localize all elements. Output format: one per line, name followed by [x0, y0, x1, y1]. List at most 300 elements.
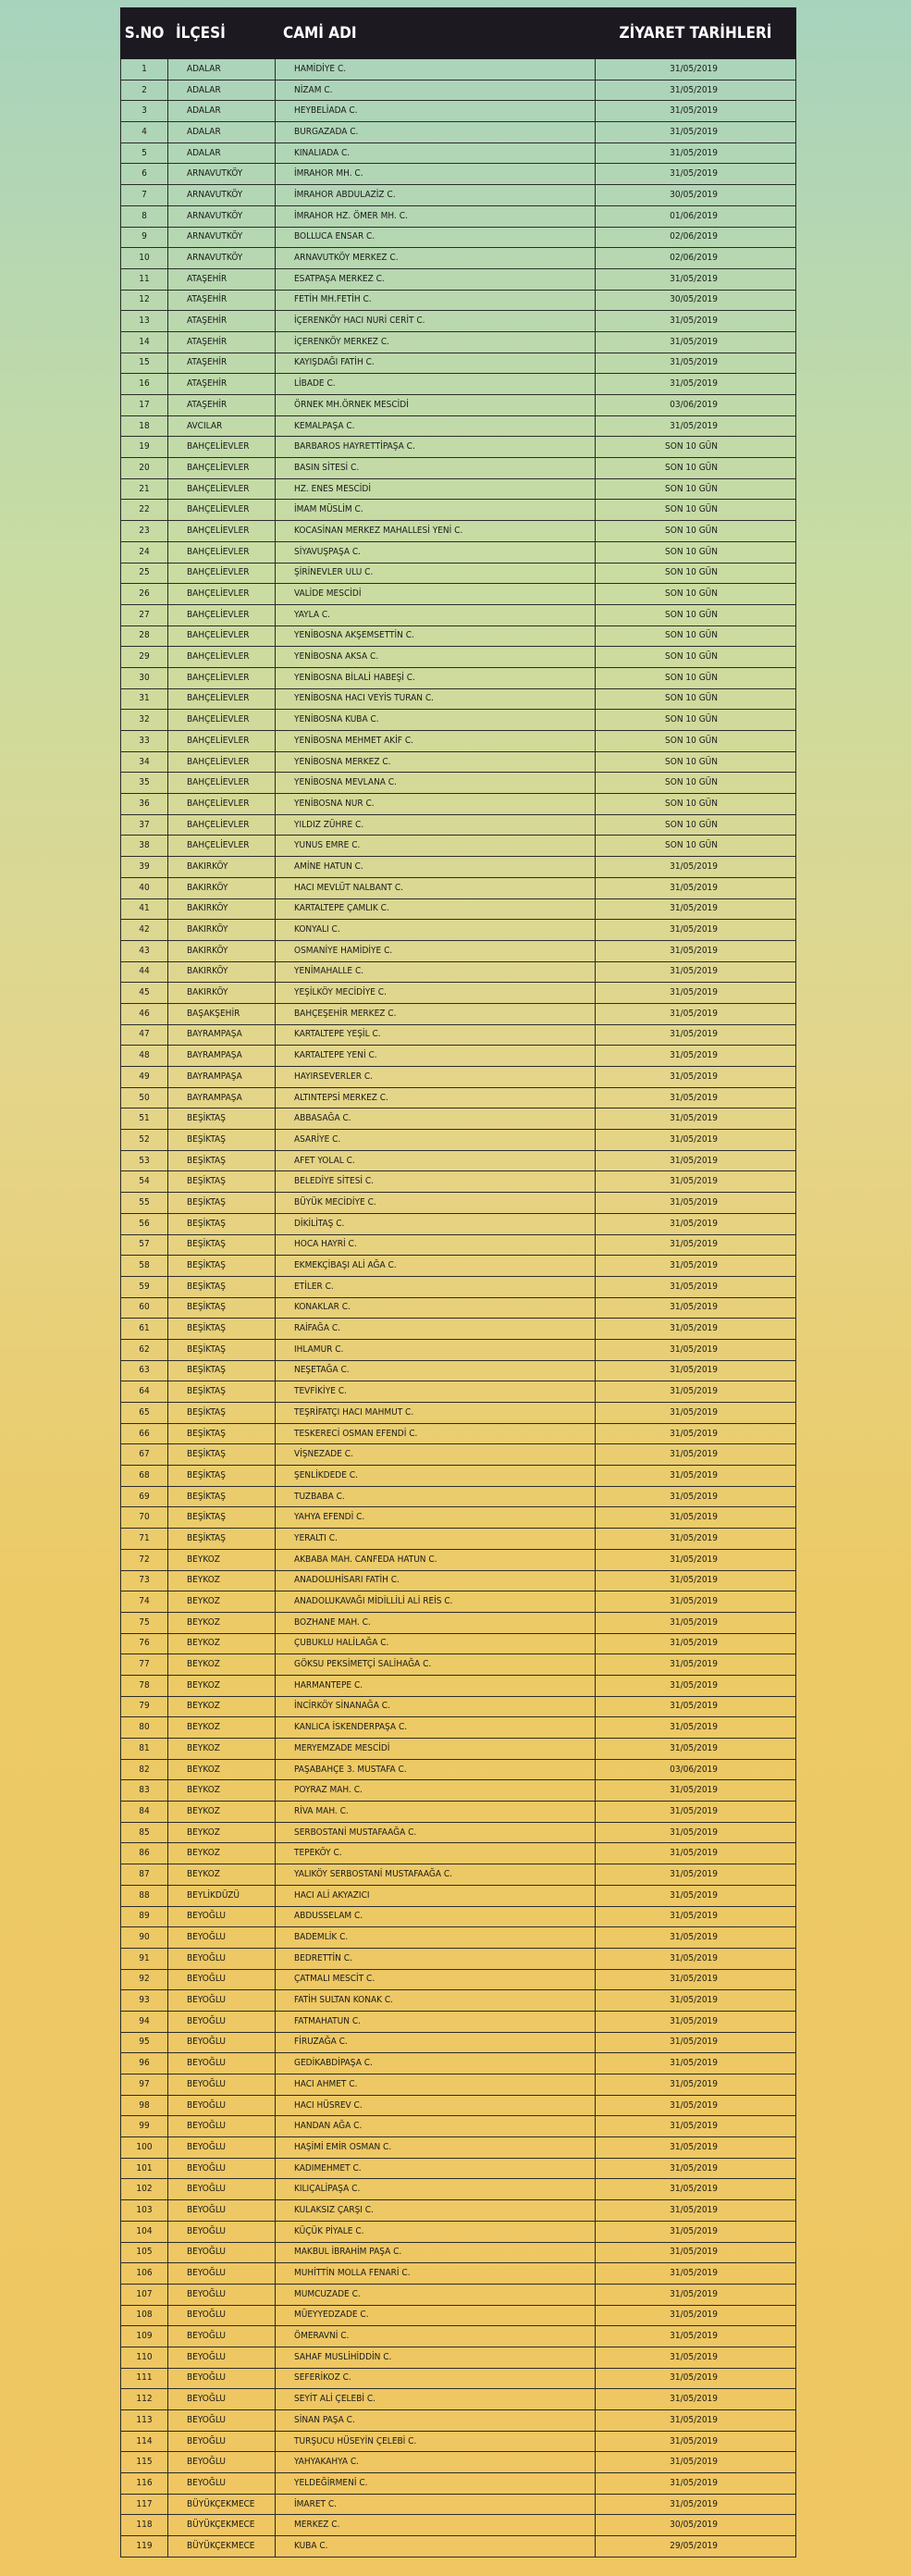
mosque-name-cell: YUNUS EMRE C.	[276, 836, 596, 857]
district-cell: BEYOĞLU	[168, 2116, 276, 2137]
visit-date-cell: 31/05/2019	[596, 1234, 796, 1256]
visit-date-cell: 31/05/2019	[596, 1780, 796, 1802]
mosque-name-cell: HARMANTEPE C.	[276, 1675, 596, 1696]
visit-date-cell: 31/05/2019	[596, 1549, 796, 1570]
visit-date-cell: 03/06/2019	[596, 395, 796, 416]
mosque-name-cell: MERKEZ C.	[276, 2515, 596, 2536]
mosque-name-cell: AFET YOLAL C.	[276, 1150, 596, 1171]
district-cell: BAHÇELİEVLER	[168, 625, 276, 647]
mosque-name-cell: KONAKLAR C.	[276, 1297, 596, 1319]
district-cell: BEYKOZ	[168, 1612, 276, 1633]
mosque-name-cell: TURŞUCU HÜSEYİN ÇELEBİ C.	[276, 2431, 596, 2452]
sno-cell: 66	[121, 1423, 168, 1444]
district-cell: ADALAR	[168, 142, 276, 164]
sno-cell: 70	[121, 1507, 168, 1529]
mosque-name-cell: YENİBOSNA MERKEZ C.	[276, 751, 596, 773]
mosque-name-cell: HAŞİMİ EMİR OSMAN C.	[276, 2137, 596, 2159]
district-cell: BEYOĞLU	[168, 2200, 276, 2222]
mosque-name-cell: MAKBUL İBRAHİM PAŞA C.	[276, 2242, 596, 2263]
mosque-name-cell: YALIKÖY SERBOSTANİ MUSTAFAAĞA C.	[276, 1864, 596, 1886]
sno-cell: 47	[121, 1024, 168, 1046]
district-cell: BEYOĞLU	[168, 2368, 276, 2389]
sno-cell: 105	[121, 2242, 168, 2263]
visit-date-cell: 31/05/2019	[596, 1444, 796, 1466]
district-cell: BEŞİKTAŞ	[168, 1108, 276, 1130]
visit-date-cell: 31/05/2019	[596, 2326, 796, 2347]
district-cell: BEŞİKTAŞ	[168, 1507, 276, 1529]
table-row	[121, 2347, 796, 2368]
sno-cell: 81	[121, 1739, 168, 1760]
visit-date-cell: 31/05/2019	[596, 1843, 796, 1864]
mosque-name-cell: HAMİDİYE C.	[276, 59, 596, 80]
sno-cell: 95	[121, 2032, 168, 2053]
visit-date-cell: 31/05/2019	[596, 1171, 796, 1193]
visit-date-cell: 31/05/2019	[596, 1696, 796, 1717]
sno-cell: 115	[121, 2452, 168, 2473]
mosque-name-cell: ÇATMALI MESCİT C.	[276, 1969, 596, 1990]
table-row	[121, 311, 796, 332]
visit-date-cell: 31/05/2019	[596, 353, 796, 374]
visit-date-cell: 31/05/2019	[596, 1067, 796, 1088]
district-cell: BAHÇELİEVLER	[168, 667, 276, 688]
mosque-name-cell: İNCİRKÖY SİNANAĞA C.	[276, 1696, 596, 1717]
sno-cell: 45	[121, 983, 168, 1004]
table-row	[121, 458, 796, 479]
table-row	[121, 2179, 796, 2200]
mosque-name-cell: YAHYA EFENDİ C.	[276, 1507, 596, 1529]
sno-cell: 35	[121, 773, 168, 794]
mosque-name-cell: VALİDE MESCİDİ	[276, 584, 596, 605]
visit-date-cell: 30/05/2019	[596, 2515, 796, 2536]
visit-date-cell: SON 10 GÜN	[596, 563, 796, 584]
visit-date-cell: 31/05/2019	[596, 1046, 796, 1067]
mosque-name-cell: ÖMERAVNİ C.	[276, 2326, 596, 2347]
sno-cell: 63	[121, 1360, 168, 1381]
table-row	[121, 2431, 796, 2452]
sno-cell: 29	[121, 647, 168, 668]
visit-date-cell: 30/05/2019	[596, 290, 796, 311]
table-row	[121, 1403, 796, 1424]
table-row	[121, 205, 796, 227]
sno-cell: 24	[121, 541, 168, 563]
visit-date-cell: 31/05/2019	[596, 1717, 796, 1739]
table-row	[121, 2473, 796, 2495]
table-row	[121, 1696, 796, 1717]
mosque-name-cell: BADEMLİK C.	[276, 1927, 596, 1949]
district-cell: ARNAVUTKÖY	[168, 248, 276, 269]
mosque-name-cell: VİŞNEZADE C.	[276, 1444, 596, 1466]
visit-date-cell: 31/05/2019	[596, 2116, 796, 2137]
visit-date-cell: 31/05/2019	[596, 1990, 796, 2012]
table-row	[121, 2011, 796, 2032]
mosque-name-cell: TEPEKÖY C.	[276, 1843, 596, 1864]
district-cell: BEYOĞLU	[168, 2284, 276, 2305]
visit-date-cell: 31/05/2019	[596, 2452, 796, 2473]
mosque-name-cell: HACI MEVLÜT NALBANT C.	[276, 877, 596, 898]
mosque-name-cell: SERBOSTANİ MUSTAFAAĞA C.	[276, 1822, 596, 1843]
visit-date-cell: 31/05/2019	[596, 1130, 796, 1151]
mosque-name-cell: AMİNE HATUN C.	[276, 857, 596, 878]
visit-date-cell: 31/05/2019	[596, 1591, 796, 1613]
table-row	[121, 1046, 796, 1067]
table-row	[121, 1024, 796, 1046]
table-row	[121, 500, 796, 521]
district-cell: BEŞİKTAŞ	[168, 1339, 276, 1360]
sno-cell: 100	[121, 2137, 168, 2159]
sno-cell: 5	[121, 142, 168, 164]
district-cell: ADALAR	[168, 101, 276, 122]
sno-cell: 68	[121, 1466, 168, 1487]
district-cell: ARNAVUTKÖY	[168, 205, 276, 227]
district-cell: ADALAR	[168, 80, 276, 101]
district-cell: ADALAR	[168, 59, 276, 80]
sno-cell: 53	[121, 1150, 168, 1171]
sno-cell: 21	[121, 478, 168, 500]
district-cell: BAŞAKŞEHİR	[168, 1003, 276, 1024]
visit-date-cell: 31/05/2019	[596, 1108, 796, 1130]
visit-date-cell: 31/05/2019	[596, 1003, 796, 1024]
mosque-name-cell: ŞİRİNEVLER ULU C.	[276, 563, 596, 584]
district-cell: BEŞİKTAŞ	[168, 1360, 276, 1381]
mosque-name-cell: YENİBOSNA AKSA C.	[276, 647, 596, 668]
table-row	[121, 1654, 796, 1676]
sno-cell: 37	[121, 814, 168, 836]
table-row	[121, 1717, 796, 1739]
table-row	[121, 122, 796, 143]
district-cell: BEYOĞLU	[168, 2347, 276, 2368]
mosque-name-cell: YILDIZ ZÜHRE C.	[276, 814, 596, 836]
mosque-name-cell: YENİBOSNA MEHMET AKİF C.	[276, 731, 596, 752]
mosque-name-cell: KOCASİNAN MERKEZ MAHALLESİ YENİ C.	[276, 521, 596, 542]
visit-date-cell: 31/05/2019	[596, 1213, 796, 1234]
sno-cell: 41	[121, 898, 168, 920]
mosque-name-cell: ARNAVUTKÖY MERKEZ C.	[276, 248, 596, 269]
sno-cell: 106	[121, 2263, 168, 2285]
visit-date-cell: 31/05/2019	[596, 983, 796, 1004]
district-cell: BAHÇELİEVLER	[168, 437, 276, 458]
table-row	[121, 521, 796, 542]
visit-date-cell: 30/05/2019	[596, 185, 796, 206]
district-cell: BAYRAMPAŞA	[168, 1024, 276, 1046]
table-row	[121, 1444, 796, 1466]
district-cell: BEYOĞLU	[168, 2053, 276, 2074]
table-row	[121, 920, 796, 941]
visit-date-cell: 31/05/2019	[596, 961, 796, 983]
district-cell: ATAŞEHİR	[168, 331, 276, 353]
district-cell: BEYOĞLU	[168, 2305, 276, 2326]
mosque-name-cell: BÜYÜK MECİDİYE C.	[276, 1193, 596, 1214]
visit-date-cell: 31/05/2019	[596, 2410, 796, 2432]
table-row	[121, 688, 796, 710]
table-row	[121, 1213, 796, 1234]
sno-cell: 55	[121, 1193, 168, 1214]
mosque-name-cell: IHLAMUR C.	[276, 1339, 596, 1360]
sno-cell: 31	[121, 688, 168, 710]
sno-cell: 92	[121, 1969, 168, 1990]
table-row	[121, 751, 796, 773]
district-cell: BEYOĞLU	[168, 2326, 276, 2347]
table-row	[121, 1108, 796, 1130]
mosque-name-cell: KARTALTEPE YEŞİL C.	[276, 1024, 596, 1046]
sno-cell: 3	[121, 101, 168, 122]
mosque-name-cell: PAŞABAHÇE 3. MUSTAFA C.	[276, 1759, 596, 1780]
visit-date-cell: 31/05/2019	[596, 2368, 796, 2389]
table-row	[121, 248, 796, 269]
sno-cell: 39	[121, 857, 168, 878]
mosque-name-cell: MÜEYYEDZADE C.	[276, 2305, 596, 2326]
mosque-name-cell: ANADOLUKAVAĞI MİDİLLİLİ ALİ REİS C.	[276, 1591, 596, 1613]
mosque-name-cell: KARTALTEPE YENİ C.	[276, 1046, 596, 1067]
visit-date-cell: 31/05/2019	[596, 898, 796, 920]
mosque-name-cell: OSMANİYE HAMİDİYE C.	[276, 940, 596, 961]
sno-cell: 87	[121, 1864, 168, 1886]
mosque-name-cell: YERALTI C.	[276, 1529, 596, 1550]
sno-cell: 93	[121, 1990, 168, 2012]
sno-cell: 52	[121, 1130, 168, 1151]
sno-cell: 23	[121, 521, 168, 542]
district-cell: BEYKOZ	[168, 1780, 276, 1802]
table-row	[121, 1003, 796, 1024]
table-row	[121, 1087, 796, 1108]
table-row	[121, 940, 796, 961]
table-row	[121, 2515, 796, 2536]
table-row	[121, 877, 796, 898]
sno-cell: 56	[121, 1213, 168, 1234]
table-row	[121, 1423, 796, 1444]
sno-cell: 60	[121, 1297, 168, 1319]
mosque-name-cell: İMRAHOR HZ. ÖMER MH. C.	[276, 205, 596, 227]
mosque-name-cell: TEŞRİFATÇI HACI MAHMUT C.	[276, 1403, 596, 1424]
visit-date-cell: SON 10 GÜN	[596, 688, 796, 710]
district-cell: BEYKOZ	[168, 1549, 276, 1570]
visit-date-cell: SON 10 GÜN	[596, 521, 796, 542]
mosque-name-cell: HOCA HAYRİ C.	[276, 1234, 596, 1256]
mosque-name-cell: KADIMEHMET C.	[276, 2158, 596, 2179]
table-row	[121, 331, 796, 353]
sno-cell: 36	[121, 794, 168, 815]
mosque-name-cell: BOLLUCA ENSAR C.	[276, 227, 596, 248]
visit-date-cell: SON 10 GÜN	[596, 625, 796, 647]
visit-date-cell: 31/05/2019	[596, 331, 796, 353]
table-row	[121, 1948, 796, 1969]
district-cell: BEYOĞLU	[168, 2095, 276, 2116]
mosque-name-cell: FETİH MH.FETİH C.	[276, 290, 596, 311]
visit-date-cell: 31/05/2019	[596, 1864, 796, 1886]
visit-date-cell: SON 10 GÜN	[596, 794, 796, 815]
table-row	[121, 2221, 796, 2242]
table-row	[121, 2410, 796, 2432]
visit-date-cell: 31/05/2019	[596, 2137, 796, 2159]
mosque-name-cell: KANLICA İSKENDERPAŞA C.	[276, 1717, 596, 1739]
visit-date-cell: 31/05/2019	[596, 1654, 796, 1676]
sno-cell: 4	[121, 122, 168, 143]
sno-cell: 75	[121, 1612, 168, 1633]
visit-date-cell: 31/05/2019	[596, 164, 796, 185]
district-cell: BEYOĞLU	[168, 2242, 276, 2263]
sno-cell: 25	[121, 563, 168, 584]
table-row	[121, 185, 796, 206]
table-row	[121, 857, 796, 878]
visit-date-cell: 31/05/2019	[596, 1739, 796, 1760]
table-row	[121, 2536, 796, 2557]
district-cell: BEŞİKTAŞ	[168, 1381, 276, 1403]
district-cell: BAHÇELİEVLER	[168, 604, 276, 625]
mosque-name-cell: FATMAHATUN C.	[276, 2011, 596, 2032]
visit-date-cell: 31/05/2019	[596, 920, 796, 941]
table-row	[121, 2263, 796, 2285]
table-row	[121, 836, 796, 857]
district-cell: BAKIRKÖY	[168, 983, 276, 1004]
column-header-visit-dates: ZİYARET TARİHLERİ	[596, 8, 796, 59]
sno-cell: 86	[121, 1843, 168, 1864]
sno-cell: 113	[121, 2410, 168, 2432]
district-cell: BAKIRKÖY	[168, 940, 276, 961]
table-row	[121, 983, 796, 1004]
mosque-name-cell: İÇERENKÖY MERKEZ C.	[276, 331, 596, 353]
table-row	[121, 1529, 796, 1550]
visit-date-cell: 31/05/2019	[596, 80, 796, 101]
visit-date-cell: 31/05/2019	[596, 857, 796, 878]
district-cell: BEŞİKTAŞ	[168, 1193, 276, 1214]
visit-date-cell: 31/05/2019	[596, 1570, 796, 1591]
visit-date-cell: 31/05/2019	[596, 1885, 796, 1906]
table-row	[121, 563, 796, 584]
table-row	[121, 1276, 796, 1297]
sno-cell: 58	[121, 1256, 168, 1277]
sno-cell: 82	[121, 1759, 168, 1780]
district-cell: BEŞİKTAŞ	[168, 1466, 276, 1487]
mosque-name-cell: ÇUBUKLU HALİLAĞA C.	[276, 1633, 596, 1654]
table-row	[121, 2137, 796, 2159]
visit-date-cell: 31/05/2019	[596, 2431, 796, 2452]
mosque-name-cell: ÖRNEK MH.ÖRNEK MESCİDİ	[276, 395, 596, 416]
sno-cell: 62	[121, 1339, 168, 1360]
sno-cell: 76	[121, 1633, 168, 1654]
visit-date-cell: 31/05/2019	[596, 2221, 796, 2242]
district-cell: ARNAVUTKÖY	[168, 164, 276, 185]
district-cell: BEŞİKTAŞ	[168, 1319, 276, 1340]
visit-date-cell: 31/05/2019	[596, 1276, 796, 1297]
sno-cell: 84	[121, 1802, 168, 1823]
sno-cell: 102	[121, 2179, 168, 2200]
sno-cell: 1	[121, 59, 168, 80]
table-row	[121, 59, 796, 80]
district-cell: BEYOĞLU	[168, 1906, 276, 1927]
visit-date-cell: SON 10 GÜN	[596, 667, 796, 688]
district-cell: BEYKOZ	[168, 1633, 276, 1654]
sno-cell: 98	[121, 2095, 168, 2116]
sno-cell: 20	[121, 458, 168, 479]
visit-date-cell: 03/06/2019	[596, 1759, 796, 1780]
mosque-name-cell: YENİBOSNA KUBA C.	[276, 710, 596, 731]
sno-cell: 109	[121, 2326, 168, 2347]
district-cell: ARNAVUTKÖY	[168, 227, 276, 248]
mosque-name-cell: BASIN SİTESİ C.	[276, 458, 596, 479]
sno-cell: 111	[121, 2368, 168, 2389]
table-row	[121, 1802, 796, 1823]
sno-cell: 73	[121, 1570, 168, 1591]
table-row	[121, 1360, 796, 1381]
sno-cell: 61	[121, 1319, 168, 1340]
visit-date-cell: 31/05/2019	[596, 1360, 796, 1381]
district-cell: BAHÇELİEVLER	[168, 541, 276, 563]
column-header-mosque-name: CAMİ ADI	[276, 8, 596, 59]
sno-cell: 119	[121, 2536, 168, 2557]
visit-date-cell: SON 10 GÜN	[596, 604, 796, 625]
mosque-name-cell: HACI AHMET C.	[276, 2074, 596, 2096]
table-row	[121, 1130, 796, 1151]
district-cell: BEŞİKTAŞ	[168, 1423, 276, 1444]
sno-cell: 13	[121, 311, 168, 332]
district-cell: BEYOĞLU	[168, 2410, 276, 2432]
sno-cell: 17	[121, 395, 168, 416]
visit-date-cell: 31/05/2019	[596, 1381, 796, 1403]
sno-cell: 114	[121, 2431, 168, 2452]
district-cell: BAHÇELİEVLER	[168, 773, 276, 794]
mosque-name-cell: SİYAVUŞPAŞA C.	[276, 541, 596, 563]
district-cell: BAKIRKÖY	[168, 857, 276, 878]
district-cell: BAYRAMPAŞA	[168, 1067, 276, 1088]
mosque-name-cell: ŞENLİKDEDE C.	[276, 1466, 596, 1487]
table-header	[121, 8, 796, 59]
sno-cell: 8	[121, 205, 168, 227]
district-cell: BEŞİKTAŞ	[168, 1234, 276, 1256]
district-cell: BEYKOZ	[168, 1759, 276, 1780]
visit-date-cell: 31/05/2019	[596, 1150, 796, 1171]
sno-cell: 27	[121, 604, 168, 625]
district-cell: BEYKOZ	[168, 1822, 276, 1843]
district-cell: BEŞİKTAŞ	[168, 1213, 276, 1234]
mosque-name-cell: HACI HÜSREV C.	[276, 2095, 596, 2116]
visit-date-cell: 31/05/2019	[596, 1339, 796, 1360]
mosque-name-cell: İÇERENKÖY HACI NURİ CERİT C.	[276, 311, 596, 332]
table-row	[121, 101, 796, 122]
district-cell: BEYKOZ	[168, 1717, 276, 1739]
table-row	[121, 1486, 796, 1507]
mosque-name-cell: ESATPAŞA MERKEZ C.	[276, 268, 596, 290]
mosque-name-cell: LİBADE C.	[276, 374, 596, 395]
visit-date-cell: 31/05/2019	[596, 374, 796, 395]
sno-cell: 42	[121, 920, 168, 941]
sno-cell: 7	[121, 185, 168, 206]
sno-cell: 34	[121, 751, 168, 773]
mosque-name-cell: GÖKSU PEKSİMETÇİ SALİHAĞA C.	[276, 1654, 596, 1676]
mosque-name-cell: HZ. ENES MESCİDİ	[276, 478, 596, 500]
district-cell: BEYOĞLU	[168, 2179, 276, 2200]
table-row	[121, 2074, 796, 2096]
table-body	[121, 59, 796, 2557]
district-cell: BEYOĞLU	[168, 2158, 276, 2179]
district-cell: ATAŞEHİR	[168, 311, 276, 332]
visit-date-cell: SON 10 GÜN	[596, 584, 796, 605]
district-cell: BAKIRKÖY	[168, 920, 276, 941]
mosque-name-cell: BAHÇEŞEHİR MERKEZ C.	[276, 1003, 596, 1024]
district-cell: BEYOĞLU	[168, 2011, 276, 2032]
table-row	[121, 2053, 796, 2074]
visit-date-cell: SON 10 GÜN	[596, 541, 796, 563]
table-row	[121, 1927, 796, 1949]
sno-cell: 74	[121, 1591, 168, 1613]
table-row	[121, 1549, 796, 1570]
district-cell: BAHÇELİEVLER	[168, 521, 276, 542]
district-cell: BEYOĞLU	[168, 2074, 276, 2096]
district-cell: ATAŞEHİR	[168, 290, 276, 311]
visit-date-cell: 31/05/2019	[596, 415, 796, 437]
table-row	[121, 2494, 796, 2515]
district-cell: BAHÇELİEVLER	[168, 478, 276, 500]
column-header-district: İLÇESİ	[168, 8, 276, 59]
table-row	[121, 2326, 796, 2347]
